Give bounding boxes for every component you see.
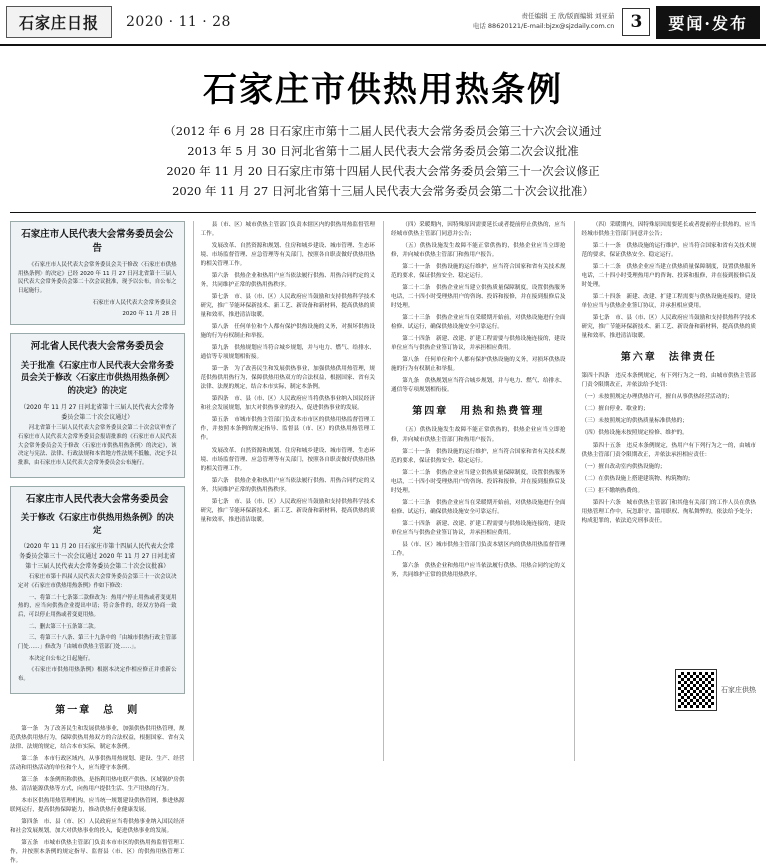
chapter-heading-4: 第四章 用热和热费管理 [412, 406, 545, 418]
paragraph: 第二十二条 供热企业应当建立供热质量保障制度，设置供热服务电话，二十四小时受理热用户的咨询、投诉和报修，并在接到报修后及时处理。 [391, 469, 566, 494]
paragraph: 第八条 任何单位和个人都有保护供热设施的义务，对损坏供热设施的行为有权制止和举报。 [200, 323, 375, 340]
paragraph: 第二十一条 供热设施的运行维护，应当符合国家和省有关技术规范的要求，保证供热安全、稳定运行。 [391, 263, 566, 279]
paragraph: 第二十三条 供热企业应当在采暖期开始前，对供热设施进行全面检修、试运行，确保供热设施安全可靠运行。 [391, 499, 566, 515]
paragraph: 第八条 任何单位和个人都有保护供热设施的义务，对损坏供热设施的行为有权制止和举报。 [391, 357, 566, 373]
paragraph: 第二十一条 供热设施的运行维护，应当符合国家和省有关技术规范的要求，保证供热安全、稳定运行。 [581, 242, 756, 258]
list-item: （二）擅自停业、歇业的； [581, 406, 649, 413]
notice-3-org: 石家庄市人民代表大会常务委员会 [25, 493, 169, 505]
notice-2-title: 关于批准《石家庄市人民代表大会常务委员会关于修改〈石家庄市供热用热条例〉的决定》的决定 [20, 360, 174, 397]
notice-amendment-decision [10, 486, 185, 694]
paragraph: 第二十一条 供热设施的运行维护，应当符合国家和省有关技术规范的要求，保证供热安全、稳定运行。 [391, 448, 566, 464]
paragraph: 第五条 市城市供热主管部门负责本市市区的供热用热监督管理工作，并按照本条例的规定指导、监督县（市、区）的供热用热管理工作。 [10, 840, 185, 865]
paragraph: 第四十六条 城市供热主管部门和其他有关部门的工作人员在供热用热管理工作中，玩忽职守、滥用职权、徇私舞弊的，依法给予处分；构成犯罪的，依法追究刑事责任。 [581, 499, 756, 524]
notice-province-approval [10, 333, 185, 477]
paragraph: 第二十四条 新建、改建、扩建工程需要与供热设施连接的，建设单位应当与供热企业签订协议，并承担相应费用。 [581, 293, 756, 309]
page-title: 石家庄市供热用热条例 [203, 70, 563, 110]
list-item: （一）擅自改动室内供热设施的； [581, 463, 666, 470]
paragraph: 第六条 供热企业和热用户应当依法履行供热、用热合同约定的义务，共同维护正常的供热用热秩序。 [200, 477, 375, 493]
paragraph: 第一条 为了改善民生和发展供热事业，加强供热供用热管理，规范供热供用热行为，保障供热用热双方的合法权益，根据国家、省有关法律、法规的规定，结合本市实际，制定本条例。 [10, 725, 185, 750]
notice-3-para: 石家庄市第十四届人民代表大会常务委员会第三十一次会议决定对《石家庄市供热用热条例》作如下修改： [18, 574, 177, 590]
paper-name: 石家庄日报 [18, 13, 99, 32]
notice-3-title: 关于修改《石家庄市供热用热条例》的决定 [20, 512, 174, 536]
column-1 [10, 221, 185, 865]
notice-1-sign: 石家庄市人民代表大会常务委员会 [92, 299, 177, 306]
wechat-qr-badge [676, 670, 756, 710]
paragraph: （五）供热设施发生故障不能正常供热的，供热企业应当立即抢修，并向城市供热主管部门和热用户报告。 [391, 427, 566, 443]
paragraph: 第四十五条 违反本条例规定，热用户有下列行为之一的，由城市供热主管部门责令限期改正，并依法承担相应责任： [581, 442, 756, 458]
article-columns [0, 221, 766, 865]
notice-3-para: 《石家庄市供热用热条例》根据本决定作相应修正并重新公布。 [18, 667, 177, 682]
notice-2-body: 河北省第十三届人民代表大会常务委员会第二十次会议审查了石家庄市人民代表大会常务委员会报请批准的《石家庄市人民代表大会常务委员会关于修改〈石家庄市供热用热条例〉的决定》，该决定与宪法、法律、行政法规和本省地方性法规不抵触，决定予以批准，由石家庄市人民代表大会常务委员会公布施行。 [18, 425, 177, 466]
notice-3-para: 一、将第二十七条第二款修改为：热用户停止用热或者变更用热的，应当向供热企业提出申请；符合条件的，经双方协商一致后，可以停止用热或者变更用热。 [18, 594, 177, 619]
subhead-line-4: 2020 年 11 月 27 日河北省第十三届人民代表大会常务委员会第二十次会议批准） [172, 184, 594, 199]
paragraph: 第七条 市、县（市、区）人民政府应当鼓励和支持供热科学技术研究，推广节能环保新技术、新工艺、新设备和新材料，提高供热的质量和效率，推进清洁取暖。 [200, 498, 375, 523]
page-number: 3 [622, 8, 650, 36]
publication-date: 2020 · 11 · 28 [126, 14, 231, 30]
paragraph: 县（市、区）城市供热主管部门负责本辖区内的供热用热监督管理工作。 [200, 221, 375, 237]
paragraph: （四）采暖期内，因特殊原因需要延长或者提前停止供热的，应当经城市供热主管部门同意并公告； [581, 221, 756, 237]
list-item: （四）供热设施未按照规定检修、维护的。 [581, 430, 688, 437]
column-3 [383, 221, 566, 761]
paragraph: 第六条 供热企业和热用户应当依法履行供热、用热合同约定的义务，共同维护正常的供热用热秩序。 [391, 563, 566, 579]
paragraph: 第七条 市、县（市、区）人民政府应当鼓励和支持供热科学技术研究，推广节能环保新技术、新工艺、新设备和新材料，提高供热的质量和效率，推进清洁取暖。 [200, 293, 375, 318]
paragraph: 第二十二条 供热企业应当建立供热质量保障制度，设置供热服务电话，二十四小时受理热用户的咨询、投诉和报修，并在接到报修后及时处理。 [581, 263, 756, 288]
list-item: （三）拒不缴纳热费的。 [581, 487, 644, 494]
paragraph: 发展改革、自然资源和规划、住房和城乡建设、城市管理、生态环境、市场监督管理、应急管理等有关部门，按照各自职责做好供热用热的相关管理工作。 [200, 447, 375, 472]
badge-label: 石家庄供热 [721, 686, 756, 694]
paragraph: （四）采暖期内，因特殊原因需要延长或者提前停止供热的，应当经城市供热主管部门同意并公告； [391, 221, 566, 237]
paragraph: 第四条 市、县（市、区）人民政府应当将供热事业纳入国民经济和社会发展规划，加大对供热事业的投入，促进供热事业的发展。 [10, 819, 185, 835]
notice-2-date: （2020 年 11 月 27 日河北省第十三届人民代表大会常务委员会第二十次会议通过） [20, 403, 175, 421]
column-2 [193, 221, 376, 761]
section-tag: 要闻·发布 [656, 6, 760, 39]
paragraph: 第四条 市、县（市、区）人民政府应当将供热事业纳入国民经济和社会发展规划，加大对供热事业的投入，促进供热事业的发展。 [200, 396, 375, 412]
chapter-heading-1: 第一章 总 则 [55, 704, 140, 716]
notice-1-title: 石家庄市人民代表大会常务委员会公告 [21, 228, 174, 254]
paragraph: 本市区供热用热管理机构，应当统一规划建设供热管网，推进热源联网运行，提高供热保障能力，推动供热行业健康发展。 [10, 798, 185, 814]
paragraph: 第九条 供热规划应当符合城乡规划，并与电力、燃气、给排水、通信等专项规划相衔接。 [391, 378, 566, 394]
paragraph: 第一条 为了改善民生和发展供热事业，加强供热供用热管理，规范供热供用热行为，保障供热用热双方的合法权益，根据国家、省有关法律、法规的规定，结合本市实际，制定本条例。 [200, 366, 375, 391]
notice-1-date: 2020 年 11 月 28 日 [122, 310, 177, 317]
paragraph: 第二十三条 供热企业应当在采暖期开始前，对供热设施进行全面检修、试运行，确保供热设施安全可靠运行。 [391, 314, 566, 330]
paragraph: 第二条 本市行政区域内，从事供热用热规划、建设、生产、经营活动和用热活动的单位和个人，应当遵守本条例。 [10, 755, 185, 771]
headline-subtext [0, 121, 766, 202]
notice-3-date: （2020 年 11 月 20 日石家庄市第十四届人民代表大会常务委员会第三十一次会议通过 2020 年 11 月 27 日河北省第十三届人民代表大会常务委员会第二十次会议批准） [19, 543, 176, 570]
paragraph: 第二十四条 新建、改建、扩建工程需要与供热设施连接的，建设单位应当与供热企业签订协议，并承担相应费用。 [391, 336, 566, 352]
qr-code-icon [676, 670, 716, 710]
notice-2-org: 河北省人民代表大会常务委员会 [30, 341, 164, 353]
editor-line: 责任编辑 王 欣/版面编辑 刘亚茹 [521, 12, 615, 21]
notice-1-body: 《石家庄市人民代表大会常务委员会关于修改〈石家庄市供热用热条例〉的决定》已经 2020 年 11 月 27 日河北省第十三届人民代表大会常务委员会第二十次会议批准，现予以公布，自公布之日起施行。 [18, 262, 177, 294]
list-item: （一）未按照规定办理供热许可，擅自从事供热经营活动的； [581, 394, 733, 401]
paragraph: 发展改革、自然资源和规划、住房和城乡建设、城市管理、生态环境、市场监督管理、应急管理等有关部门，按照各自职责做好供热用热的相关管理工作。 [200, 242, 375, 267]
list-item: （三）未按照规定的供热质量标准供热的； [581, 418, 688, 425]
notice-3-para: 三、将第三十八条、第三十九条中的「由城市供热行政主管部门处……」修改为「由城市供热主管部门处……」。 [18, 635, 177, 650]
paragraph: 第九条 供热规划应当符合城乡规划，并与电力、燃气、给排水、通信等专项规划相衔接。 [200, 345, 375, 361]
paragraph: 第六条 供热企业和热用户应当依法履行供热、用热合同约定的义务，共同维护正常的供热用热秩序。 [200, 272, 375, 288]
subhead-line-2: 2013 年 5 月 30 日河北省第十二届人民代表大会常务委员会第二次会议批准 [187, 144, 579, 159]
paragraph: 第五条 市城市供热主管部门负责本市市区的供热用热监督管理工作，并按照本条例的规定指导、监督县（市、区）的供热用热管理工作。 [200, 417, 375, 442]
notice-announcement [10, 221, 185, 326]
divider [10, 212, 756, 213]
subhead-line-3: 2020 年 11 月 20 日石家庄市第十四届人民代表大会常务委员会第三十一次会议修正 [166, 164, 600, 179]
paragraph: 县（市、区）城市供热主管部门负责本辖区内的供热用热监督管理工作。 [391, 542, 566, 558]
paragraph: 第四十四条 违反本条例规定，有下列行为之一的，由城市供热主管部门责令限期改正，并依法给予处罚： [581, 373, 756, 389]
chapter-heading-6: 第六章 法律责任 [620, 352, 717, 364]
notice-3-para: 本决定自公布之日起施行。 [28, 655, 94, 662]
paragraph: 第三条 本条例所称供热，是指利用热电联产供热、区域锅炉房供热、清洁能源供热等方式，向热用户提供生活、生产用热的行为。 [10, 776, 185, 792]
list-item: （二）在供热设施上搭建建筑物、构筑物的； [581, 475, 694, 482]
contact-line: 电话 88620121/E-mail:bjzx@sjzdaily.com.cn [472, 22, 615, 30]
masthead-credits [473, 12, 615, 32]
paper-logo [6, 6, 112, 38]
masthead [0, 0, 766, 46]
paragraph: 第七条 市、县（市、区）人民政府应当鼓励和支持供热科学技术研究，推广节能环保新技术、新工艺、新设备和新材料，提高供热的质量和效率，推进清洁取暖。 [581, 314, 756, 340]
paragraph: 第二十四条 新建、改建、扩建工程需要与供热设施连接的，建设单位应当与供热企业签订协议，并承担相应费用。 [391, 520, 566, 536]
subhead-line-1: （2012 年 6 月 28 日石家庄市第十二届人民代表大会常务委员会第三十六次会议通过 [164, 124, 602, 138]
paragraph: （五）供热设施发生故障不能正常供热的，供热企业应当立即抢修，并向城市供热主管部门和热用户报告。 [391, 242, 566, 258]
notice-3-para: 二、删去第三十五条第二款。 [28, 623, 99, 630]
paragraph: 第二十二条 供热企业应当建立供热质量保障制度，设置供热服务电话，二十四小时受理热用户的咨询、投诉和报修，并在接到报修后及时处理。 [391, 284, 566, 309]
